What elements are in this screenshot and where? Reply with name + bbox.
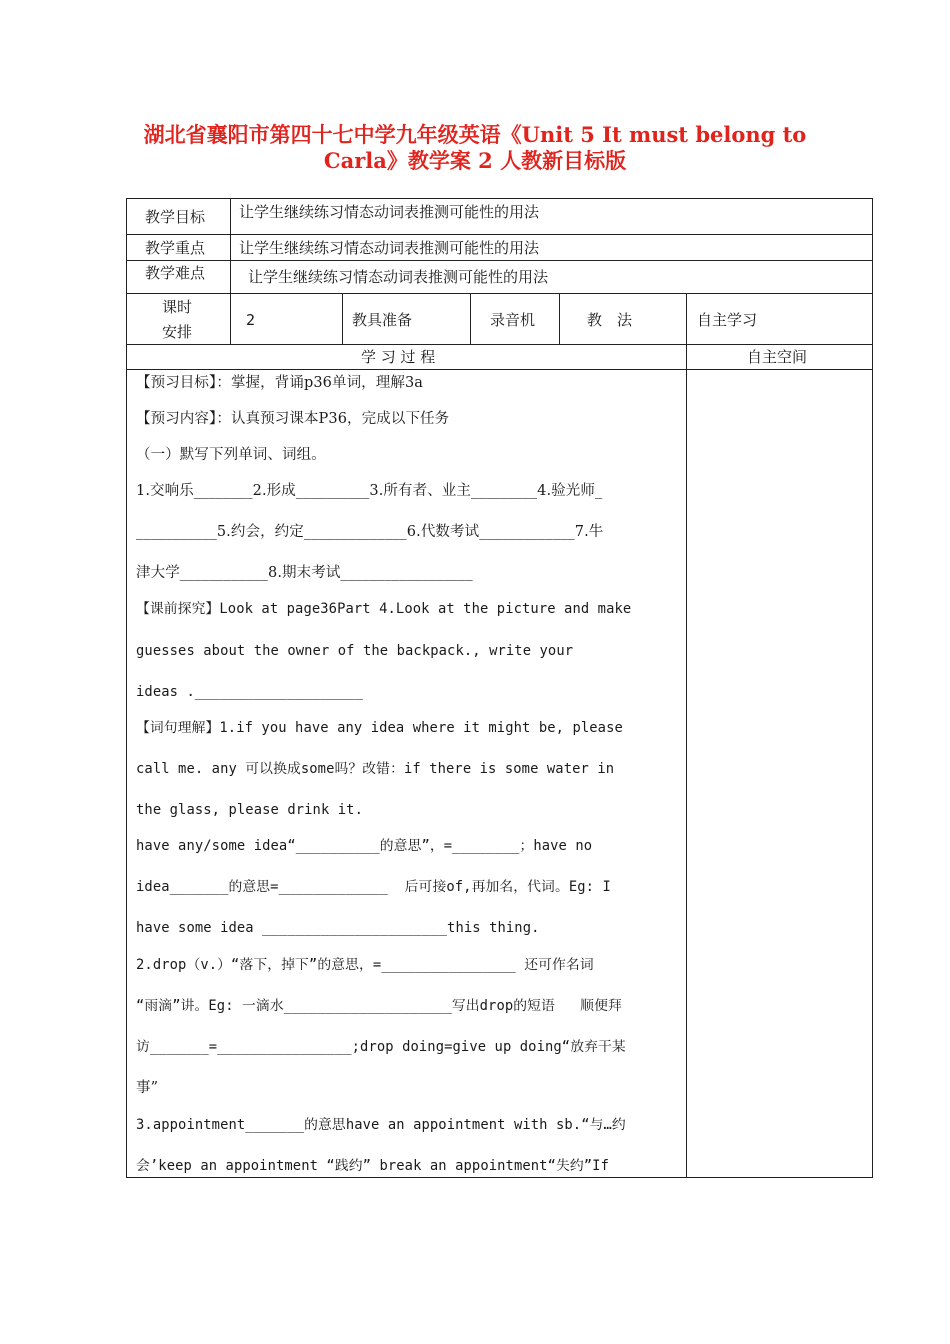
content-line: idea_______的意思=_____________ 后可接of,再加名，代词。Eg: I xyxy=(136,879,611,895)
content-line: 【预习目标】：掌握，背诵p36单词，理解3a xyxy=(136,375,424,391)
column-divider xyxy=(686,293,687,1178)
content-line: 访_______=________________;drop doing=give up doing“放弃干某 xyxy=(136,1039,626,1055)
title-line-1: 湖北省襄阳市第四十七中学九年级英语《Unit 5 It must belong to xyxy=(143,122,807,147)
content-line: ideas .____________________ xyxy=(136,684,363,700)
tools-value: 录音机 xyxy=(490,311,536,329)
column-divider xyxy=(342,293,343,344)
content-line: the glass, please drink it. xyxy=(136,802,363,818)
row-divider xyxy=(126,344,873,345)
row-divider xyxy=(126,234,873,235)
row-divider xyxy=(126,260,873,261)
column-divider xyxy=(230,198,231,344)
column-divider xyxy=(559,293,560,344)
focus-value: 让学生继续练习情态动词表推测可能性的用法 xyxy=(239,239,540,257)
document-title xyxy=(120,122,830,174)
content-line: have some idea ______________________this thing. xyxy=(136,920,540,936)
content-line: 【课前探究】Look at page36Part 4.Look at the picture and make xyxy=(136,601,632,617)
content-line: 【预习内容】：认真预习课本P36，完成以下任务 xyxy=(136,411,450,427)
method-value: 自主学习 xyxy=(697,311,758,329)
content-line: guesses about the owner of the backpack., write your xyxy=(136,643,574,659)
schedule-hours: 2 xyxy=(246,311,256,329)
content-line: 2.drop（v.）“落下，掉下”的意思，=________________ 还可作名词 xyxy=(136,957,594,973)
column-divider xyxy=(470,293,471,344)
row-divider xyxy=(126,293,873,294)
schedule-label-line2: 安排 xyxy=(162,323,193,341)
objective-label: 教学目标 xyxy=(145,208,206,226)
content-line: 3.appointment_______的意思have an appointment with sb.“与…约 xyxy=(136,1117,626,1133)
content-line: “雨滴”讲。Eg: 一滴水____________________写出drop的短语 顺便拜 xyxy=(136,998,622,1014)
objective-value: 让学生继续练习情态动词表推测可能性的用法 xyxy=(239,203,540,221)
content-line: 【词句理解】1.if you have any idea where it might be, please xyxy=(136,720,623,736)
content-line: 事” xyxy=(136,1080,159,1096)
process-header: 学 习 过 程 xyxy=(361,348,436,366)
title-line-2: Carla》教学案 2 人教新目标版 xyxy=(323,148,627,173)
schedule-label-line1: 课时 xyxy=(162,298,193,316)
difficulty-label: 教学难点 xyxy=(145,264,206,282)
difficulty-value: 让学生继续练习情态动词表推测可能性的用法 xyxy=(248,268,549,286)
content-line: （一）默写下列单词、词组。 xyxy=(136,447,326,463)
content-line: 会’keep an appointment “践约” break an appointment“失约”If xyxy=(136,1158,609,1174)
space-header: 自主空间 xyxy=(747,348,808,366)
content-line: have any/some idea“__________的意思”，=________；have no xyxy=(136,838,593,854)
content-line: 1.交响乐________2.形成__________3.所有者、业主_________4.验光师_ xyxy=(136,483,603,499)
content-line: 津大学____________8.期末考试__________________ xyxy=(136,565,473,581)
method-label: 教 法 xyxy=(587,311,633,329)
tools-label: 教具准备 xyxy=(352,311,413,329)
content-line: call me. any 可以换成some吗？改错：if there is some water in xyxy=(136,761,615,777)
focus-label: 教学重点 xyxy=(145,239,206,257)
row-divider xyxy=(126,369,873,370)
content-line: ___________5.约会，约定______________6.代数考试_____________7.牛 xyxy=(136,524,604,540)
